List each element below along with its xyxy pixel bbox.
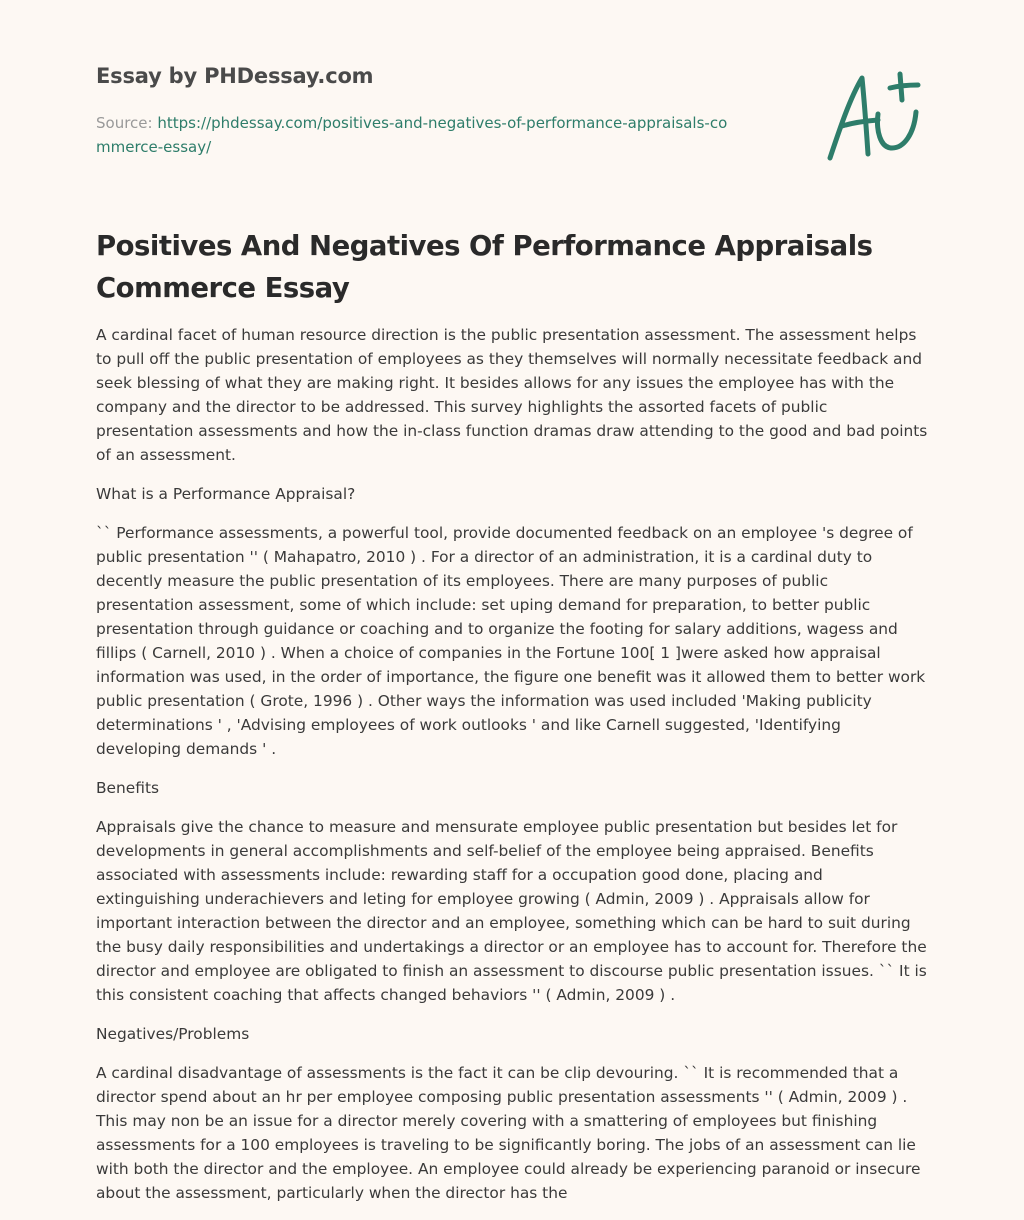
- paragraph-benefits: Appraisals give the chance to measure and mensurate employee public presentation but besides let for developments in general accomplishments and self-belief of the employee being appraised. Benefits associated with assessments include: rewarding staff for a occupation good done, placing and extinguishing underachievers and leting for employee growing ( Admin, 2009 ) . Appraisals allow for important interaction between the director and an employee, something which can be hard to suit during the busy daily responsibilities and undertakings a director or an employee has to account for. Therefore the director and employee are obligated to finish an assessment to discourse public presentation issues. `` It is this consistent coaching that affects changed behaviors '' ( Admin, 2009 ) .: [96, 818, 927, 1004]
- source-label: Source:: [96, 114, 153, 132]
- source-link[interactable]: https://phdessay.com/positives-and-negatives-of-performance-appraisals-commerce-essay/: [96, 114, 728, 156]
- a-plus-logo-icon: [824, 68, 928, 164]
- paragraph-intro: A cardinal facet of human resource direction is the public presentation assessment. The assessment helps to pull off the public presentation of employees as they themselves will normally necessitate feedback and seek blessing of what they are making right. It besides allows for any issues the employee has with the company and the director to be addressed. This survey highlights the assorted facets of public presentation assessments and how the in-class function dramas draw attending to the good and bad points of an assessment.: [96, 326, 928, 464]
- source-line: [96, 111, 736, 159]
- article-title: Positives And Negatives Of Performance Appraisals Commerce Essay: [96, 230, 873, 304]
- paragraph-definition: `` Performance assessments, a powerful tool, provide documented feedback on an employee 's degree of public presentation '' ( Mahapatro, 2010 ) . For a director of an administration, it is a cardinal duty to decently measure the public presentation of its employees. There are many purposes of public presentation assessment, some of which include: set uping demand for preparation, to better public presentation through guidance or coaching and to organize the footing for salary additions, wagess and fillips ( Carnell, 2010 ) . When a choice of companies in the Fortune 100[ 1 ]were asked how appraisal information was used, in the order of importance, the figure one benefit was it allowed them to better work public presentation ( Grote, 1996 ) . Other ways the information was used included 'Making publicity determinations ' , 'Advising employees of work outlooks ' and like Carnell suggested, 'Identifying developing demands ' .: [96, 524, 926, 758]
- site-title: Essay by PHDessay.com: [96, 64, 374, 88]
- section-heading-benefits: Benefits: [96, 779, 159, 797]
- paragraph-negatives: A cardinal disadvantage of assessments is the fact it can be clip devouring. `` It is recommended that a director spend about an hr per employee composing public presentation assessments '' ( Admin, 2009 ) . This may non be an issue for a director merely covering with a smattering of employees but finishing assessments for a 100 employees is traveling to be significantly boring. The jobs of an assessment can lie with both the director and the employee. An employee could already be experiencing paranoid or insecure about the assessment, particularly when the director has the: [96, 1064, 921, 1202]
- article-body: [96, 323, 928, 1220]
- section-heading-what-is: What is a Performance Appraisal?: [96, 485, 356, 503]
- section-heading-negatives: Negatives/Problems: [96, 1025, 250, 1043]
